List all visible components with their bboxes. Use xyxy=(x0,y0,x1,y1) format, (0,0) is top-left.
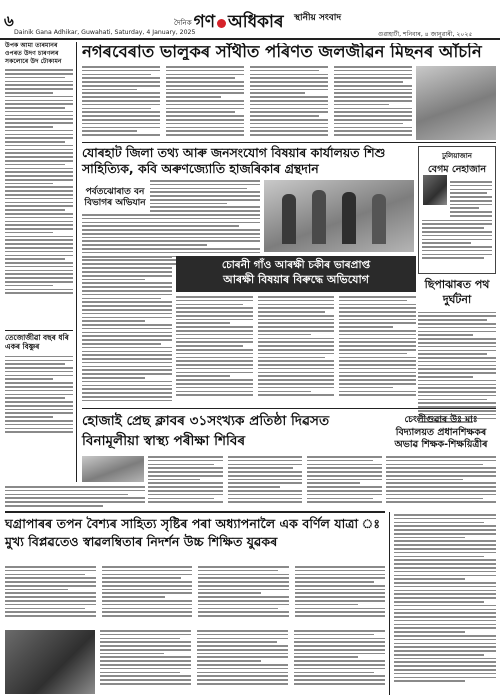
left-small-rule xyxy=(5,330,73,331)
hojai-rule xyxy=(82,408,496,409)
top-article-col-4 xyxy=(334,66,412,140)
bottom-headline: ঘগ্ৰাপাৰৰ তপন বৈশ্যৰ সাহিত্য সৃষ্টিৰ পৰা অধ্যাপনালৈ এক বৰ্ণিল যাত্ৰা ঃ মুখ্য বিপ্লৱতেও স্বাৱলম্বিতাৰ নিদৰ্শন উচ্চ শিক্ষিত যুৱকৰ xyxy=(5,516,381,550)
page-number: ৬ xyxy=(4,12,14,30)
accusation-line-1: চোৰনী গাঁও আৰক্ষী চকীৰ ভাৰপ্ৰাপ্ত xyxy=(221,259,371,271)
bottom-cont-col-2 xyxy=(197,630,288,694)
left-small-headline: তেজোজীৱা বছৰ ধৰি একৰ বিষ্ণুৰ xyxy=(5,333,69,351)
date-line: গুৱাহাটী, শনিবাৰ, ৪ জানুৱাৰী, ২০২৫ xyxy=(378,31,473,38)
brand-main: গণ xyxy=(193,12,216,32)
accusation-col-3 xyxy=(339,296,416,404)
bottom-cont-col-1 xyxy=(100,630,191,694)
bottom-article-continued xyxy=(100,630,385,694)
hojai-col-1 xyxy=(148,456,223,510)
left-small-body xyxy=(5,356,73,433)
hojai-col-2 xyxy=(228,456,303,510)
person-silhouette xyxy=(372,194,386,244)
school-article-continued xyxy=(394,514,496,682)
logo-dot-icon xyxy=(217,19,226,28)
hojai-article-body xyxy=(148,456,382,510)
forest-headline: পৰ্বতঝোৰাত বন বিভাগৰ অভিযান xyxy=(84,187,146,209)
obit-kicker: ঢুলিয়াজান xyxy=(442,152,472,160)
masthead-rule xyxy=(0,38,500,40)
school-article xyxy=(386,412,496,452)
person-silhouette xyxy=(312,190,326,244)
person-silhouette xyxy=(282,194,296,244)
bottom-article-photo xyxy=(5,630,95,694)
top-headline: নগৰবেৰাত ভালুকৰ সাঁথীত পৰিণত জলজীৱন মিছনৰ আঁচনি xyxy=(82,43,482,61)
brand-logo xyxy=(174,9,284,37)
bottom-cont-col-3 xyxy=(294,630,385,694)
book-handover-photo xyxy=(264,180,414,252)
bottom-col-2 xyxy=(102,566,193,626)
accident-headline: ছিপাঝাৰত পথ দুৰ্ঘটনা xyxy=(424,278,490,306)
brand-small: দৈনিক xyxy=(174,19,192,27)
hojai-photo xyxy=(82,456,144,482)
edition-line: Dainik Gana Adhikar, Guwahati, Saturday, 4 January, 2025 xyxy=(14,29,196,36)
left-column-rule xyxy=(76,42,77,482)
forest-article-continued xyxy=(82,256,172,401)
accident-article xyxy=(418,278,496,423)
bottom-col-1 xyxy=(5,566,96,626)
bottom-rule xyxy=(5,511,385,513)
accusation-line-2: আৰক্ষী বিষয়াৰ বিৰুদ্ধে অভিযোগ xyxy=(223,272,369,286)
bottom-col-3 xyxy=(198,566,289,626)
left-small-article xyxy=(5,330,73,433)
school-headline-1: চেংলীগুৱাৰ উঃ মাঃ xyxy=(404,415,478,425)
obit-photo xyxy=(423,175,447,205)
obit-name: বেগম নেহাজান xyxy=(427,164,487,175)
accident-body xyxy=(418,312,496,423)
brand-tail: অধিকাৰ xyxy=(228,12,284,32)
right-column-rule xyxy=(389,512,390,695)
accusation-col-2 xyxy=(258,296,335,404)
top-article-body xyxy=(82,66,412,140)
obit-body xyxy=(450,181,492,217)
obituary-box xyxy=(418,146,496,274)
second-headline: যোৰহাট জিলা তথ্য আৰু জনসংযোগ বিষয়াৰ কাৰ্যালয়ত শিশু সাহিত্যিক, কবি অৰুণজ্যোতি হাজৰিকাৰ গ্ৰন্থদান xyxy=(82,145,386,177)
top-article-col-3 xyxy=(250,66,328,140)
accusation-banner xyxy=(176,256,416,292)
left-brief-body xyxy=(5,69,73,294)
accusation-col-1 xyxy=(176,296,253,404)
bottom-col-4 xyxy=(295,566,386,626)
top-article-col-1 xyxy=(82,66,160,140)
accusation-article-body xyxy=(176,296,416,404)
top-article-photo xyxy=(416,66,496,140)
school-headline-2: বিদ্যালয়ত প্ৰধানশিক্ষকৰ অভাৱ শিক্ষক-শিক্ষয়িত্ৰীৰ xyxy=(394,427,488,451)
hojai-col-3 xyxy=(307,456,382,510)
hojai-headline: হোজাই প্ৰেছ ক্লাবৰ ৩১সংখ্যক প্ৰতিষ্ঠা দিৱসত বিনামূলীয়া স্বাস্থ্য পৰীক্ষা শিবিৰ xyxy=(82,413,330,449)
person-silhouette xyxy=(342,192,356,244)
left-brief xyxy=(5,42,73,294)
top-article-col-2 xyxy=(166,66,244,140)
section-label: স্থানীয় সংবাদ xyxy=(294,13,342,23)
hojai-left-body xyxy=(5,486,145,507)
school-article-body xyxy=(386,456,496,503)
left-brief-headline: উপক আমা তাৰমানৰ ওপৰত উদণ চাৰণলৰ সকলোৰে উদ টোকামন xyxy=(5,42,62,65)
obit-body-continued xyxy=(422,220,492,259)
bottom-article-body xyxy=(5,566,385,626)
second-headline-rule xyxy=(82,142,496,143)
